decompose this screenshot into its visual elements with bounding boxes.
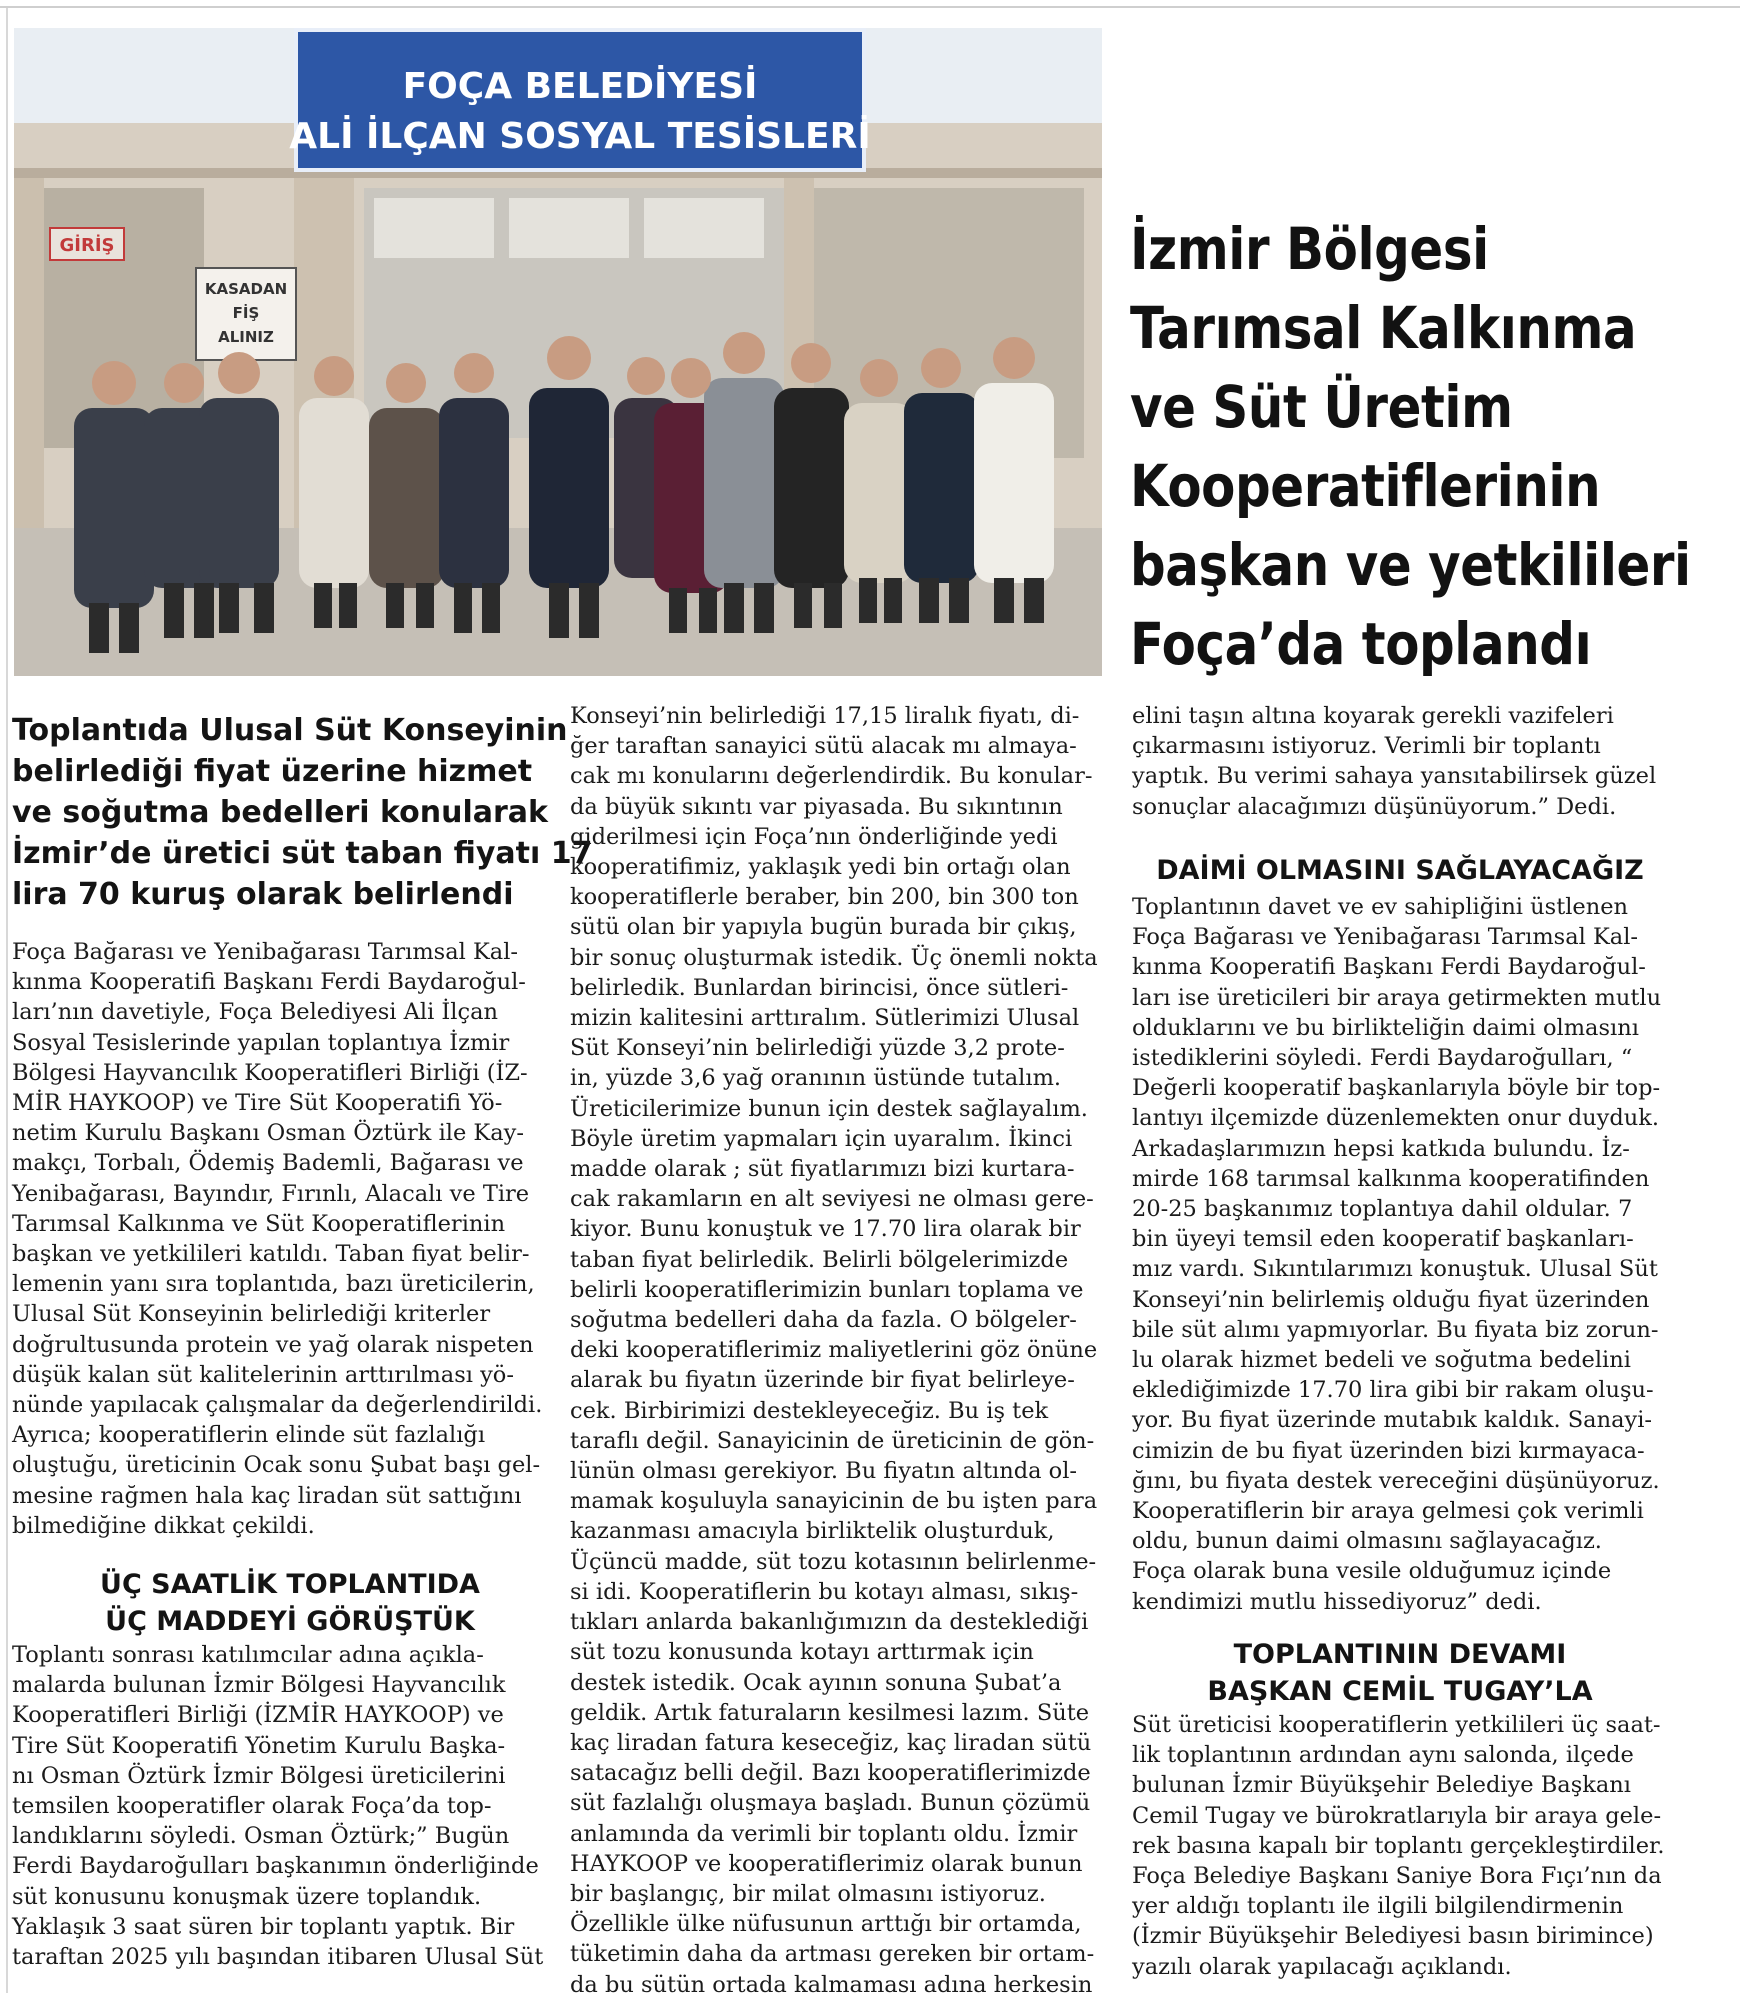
body-text-line: Kooperatifleri Birliği (İZMİR HAYKOOP) ve <box>12 1702 504 1729</box>
body-text-line: netim Kurulu Başkanı Osman Öztürk ile Kay- <box>12 1120 524 1147</box>
body-text-line: kazanması amacıyla birliktelik oluşturduk, <box>570 1518 1055 1545</box>
body-text-line: doğrultusunda protein ve yağ olarak nispeten <box>12 1331 534 1358</box>
body-text-line: destek istedik. Ocak ayının sonuna Şubat’a <box>570 1669 1062 1696</box>
body-text-line: nünde yapılacak çalışmalar da değerlendirildi. <box>12 1392 543 1419</box>
receipt-sign-line2: FİŞ <box>232 304 260 322</box>
body-text-line: oldu, bunun daimi olmasını sağlayacağız. <box>1132 1528 1602 1555</box>
subhead-line: DAİMİ OLMASINI SAĞLAYACAĞIZ <box>1156 855 1644 886</box>
body-text-line: eklediğimizde 17.70 lira gibi bir rakam oluşu- <box>1132 1377 1654 1404</box>
body-text-line: belirli kooperatiflerimizin bunları toplama ve <box>570 1276 1084 1303</box>
headline-line: Tarımsal Kalkınma <box>1130 294 1637 362</box>
left-rule <box>6 8 8 1993</box>
body-text-line: malarda bulunan İzmir Bölgesi Hayvancılık <box>12 1672 506 1699</box>
body-text-line: Değerli kooperatif başkanlarıyla böyle bir top- <box>1132 1075 1661 1102</box>
body-text-line: makçı, Torbalı, Ödemiş Bademli, Bağarası ve <box>12 1150 524 1177</box>
receipt-sign-line1: KASADAN <box>204 280 288 298</box>
body-text-line: Konseyi’nin belirlediği 17,15 liralık fiyatı, di- <box>570 703 1080 729</box>
body-text-line: ğını, bu fiyata destek vereceğini düşünüyoruz. <box>1132 1467 1660 1494</box>
body-text-line: nı Osman Öztürk İzmir Bölgesi üreticilerini <box>12 1762 506 1789</box>
body-text-line: bir başlangıç, bir milat olmasını istiyoruz. <box>570 1880 1046 1907</box>
lead-line: ve soğutma bedelleri konularak <box>12 795 549 830</box>
body-text-line: elini taşın altına koyarak gerekli vazifeleri <box>1132 703 1614 729</box>
headline-line: İzmir Bölgesi <box>1130 215 1489 283</box>
body-text-line: Toplantı sonrası katılımcılar adına açıkla- <box>12 1642 484 1668</box>
body-text-line: Üreticilerimize bunun için destek sağlayalım. <box>570 1095 1088 1122</box>
body-text-line: lemenin yanı sıra toplantıda, bazı üreticilerin, <box>12 1271 535 1298</box>
body-text-line: landıklarını söyledi. Osman Öztürk;” Bugün <box>12 1823 510 1850</box>
body-text-line: 20-25 başkanımız toplantıya dahil oldular. 7 <box>1132 1196 1633 1223</box>
body-text-line: Tire Süt Kooperatifi Yönetim Kurulu Başka- <box>12 1732 506 1759</box>
body-text-line: da bu sütün ortada kalmaması adına herkesin <box>570 1971 1093 1998</box>
body-text-line: sonuçlar alacağımızı düşünüyorum.” Dedi. <box>1132 793 1617 820</box>
column-3-body-continued <box>1132 892 1668 1617</box>
body-text-line: olduklarını ve bu birlikteliğin daimi olmasını <box>1132 1014 1639 1041</box>
body-text-line: giderilmesi için Foça’nın önderliğinde yedi <box>570 823 1058 850</box>
body-text-line: cek. Birbirimizi destekleyeceğiz. Bu iş tek <box>570 1397 1049 1424</box>
column-1-body <box>12 937 542 1541</box>
body-text-line: Yenibağarası, Bayındır, Fırınlı, Alacalı ve Tire <box>12 1180 530 1207</box>
group-photo-illustration <box>14 28 1102 676</box>
body-text-line: Özellikle ülke nüfusunun arttığı bir ortamda, <box>570 1911 1082 1938</box>
body-text-line: mirde 168 tarımsal kalkınma kooperatifinden <box>1132 1165 1650 1192</box>
subhead-meeting-continues <box>1132 1636 1668 1710</box>
body-text-line: belirledik. Bunlardan birincisi, önce sütleri- <box>570 974 1069 1001</box>
body-text-line: lünün olması gerekiyor. Bu fiyatın altında ol- <box>570 1458 1078 1485</box>
body-text-line: süt konusunu konuşmak üzere toplandık. <box>12 1883 482 1910</box>
body-text-line: tüketimin daha da artması gereken bir ortam- <box>570 1941 1095 1968</box>
body-text-line: düşük kalan süt kalitelerinin arttırılması yö- <box>12 1361 514 1388</box>
body-text-line: yor. Bu fiyat üzerinde mutabık kaldık. Sanayi- <box>1132 1407 1653 1434</box>
receipt-sign-line3: ALINIZ <box>218 328 274 346</box>
body-text-line: soğutma bedelleri daha da fazla. O bölgeler- <box>570 1307 1077 1334</box>
body-text-line: taban fiyat belirledik. Belirli bölgelerimizde <box>570 1246 1069 1273</box>
top-rule <box>0 6 1740 8</box>
subhead-line: ÜÇ SAATLİK TOPLANTIDA <box>100 1569 480 1600</box>
news-photo <box>14 28 1102 676</box>
body-text-line: (İzmir Büyükşehir Belediyesi basın birimince) <box>1132 1923 1654 1950</box>
body-text-line: Arkadaşlarımızın hepsi katkıda bulundu. İz- <box>1132 1135 1630 1162</box>
body-text-line: da büyük sıkıntı var piyasada. Bu sıkıntının <box>570 793 1063 820</box>
lead-line: belirlediği fiyat üzerine hizmet <box>12 754 533 789</box>
body-text-line: mız vardı. Sıkıntılarımızı konuştuk. Ulusal Süt <box>1132 1256 1658 1283</box>
body-text-line: Bölgesi Hayvancılık Kooperatifleri Birliği (İZ- <box>12 1059 528 1086</box>
body-text-line: Foça olarak buna vesile olduğumuz içinde <box>1132 1558 1612 1585</box>
body-text-line: yer aldığı toplantı ile ilgili bilgilendirmenin <box>1132 1893 1624 1920</box>
sign-line2: ALİ İLÇAN SOSYAL TESİSLERİ <box>289 116 871 157</box>
body-text-line: oluştuğu, üreticinin Ocak sonu Şubat başı gel- <box>12 1452 541 1479</box>
body-text-line: istediklerini söyledi. Ferdi Baydaroğulları, “ <box>1132 1045 1633 1072</box>
body-text-line: HAYKOOP ve kooperatiflerimiz olarak bunun <box>570 1850 1083 1877</box>
body-text-line: madde olarak ; süt fiyatlarımızı bizi kurtara- <box>570 1156 1075 1183</box>
body-text-line: rek basına kapalı bir toplantı gerçekleştirdiler. <box>1132 1832 1665 1859</box>
body-text-line: Konseyi’nin belirlemiş olduğu fiyat üzerinden <box>1132 1286 1650 1313</box>
body-text-line: Süt Konseyi’nin belirlediği yüzde 3,2 prote- <box>570 1035 1065 1062</box>
body-text-line: Süt üreticisi kooperatiflerin yetkilileri üç saat- <box>1132 1712 1661 1738</box>
body-text-line: MİR HAYKOOP) ve Tire Süt Kooperatifi Yö- <box>12 1090 503 1117</box>
body-text-line: cak rakamların en alt seviyesi ne olması gere- <box>570 1186 1094 1213</box>
body-text-line: Cemil Tugay ve bürokratlarıyla bir araya gele- <box>1132 1802 1662 1829</box>
column-2-body <box>570 701 1098 2000</box>
body-text-line: cak mı konularını değerlendirdik. Bu konular- <box>570 763 1093 790</box>
body-text-line: in, yüzde 3,6 yağ oranının üstünde tutalım. <box>570 1065 1062 1092</box>
body-text-line: kınma Kooperatifi Başkanı Ferdi Baydaroğul- <box>12 969 526 996</box>
body-text-line: Foça Belediye Başkanı Saniye Bora Fıçı’nın da <box>1132 1863 1662 1890</box>
body-text-line: kooperatiflerle beraber, bin 200, bin 300 ton <box>570 884 1079 911</box>
body-text-line: Foça Bağarası ve Yenibağarası Tarımsal Kal- <box>1132 924 1638 951</box>
body-text-line: sütü olan bir yapıyla bugün burada bir çıkış, <box>570 914 1077 941</box>
body-text-line: ları’nın davetiyle, Foça Belediyesi Ali İlçan <box>12 999 499 1026</box>
body-text-line: bulunan İzmir Büyükşehir Belediye Başkanı <box>1132 1772 1631 1799</box>
column-1-body-continued <box>12 1640 542 1972</box>
headline-line: başkan ve yetkilileri <box>1130 531 1691 599</box>
lead-summary <box>12 710 593 915</box>
body-text-line: lu olarak hizmet bedeli ve soğutma bedelini <box>1132 1347 1631 1374</box>
column-3-body <box>1132 701 1668 822</box>
body-text-line: Tarımsal Kalkınma ve Süt Kooperatiflerinin <box>12 1210 506 1237</box>
body-text-line: bir sonuç oluşturmak istedik. Üç önemli nokta <box>570 944 1098 971</box>
body-text-line: geldik. Artık faturaların kesilmesi lazım. Süte <box>570 1699 1090 1726</box>
sign-line1: FOÇA BELEDİYESİ <box>402 66 758 107</box>
body-text-line: ları ise üreticileri bir araya getirmekten mutlu <box>1132 984 1662 1011</box>
body-text-line: Kooperatiflerin bir araya gelmesi çok verimli <box>1132 1498 1644 1525</box>
body-text-line: Üçüncü madde, süt tozu kotasının belirlenme- <box>570 1548 1097 1575</box>
body-text-line: satacağız belli değil. Bazı kooperatiflerimizde <box>570 1760 1091 1787</box>
body-text-line: temsilen kooperatifler olarak Foça’da top- <box>12 1793 492 1820</box>
subhead-line: ÜÇ MADDEYİ GÖRÜŞTÜK <box>105 1606 475 1637</box>
body-text-line: kendimizi mutlu hissediyoruz” dedi. <box>1132 1588 1542 1615</box>
body-text-line: cimizin de bu fiyat üzerinden bizi kırmayaca- <box>1132 1437 1645 1464</box>
body-text-line: bilmediğine dikkat çekildi. <box>12 1512 315 1539</box>
body-text-line: yaptık. Bu verimi sahaya yansıtabilirsek güzel <box>1132 763 1657 790</box>
body-text-line: tıkları anlarda bakanlığımızın da desteklediği <box>570 1609 1089 1636</box>
body-text-line: Ulusal Süt Konseyinin belirlediği kriterler <box>12 1301 491 1328</box>
body-text-line: mamak koşuluyla sanayicinin de bu işten para <box>570 1488 1098 1515</box>
body-text-line: çıkarmasını istiyoruz. Verimli bir toplantı <box>1132 733 1601 760</box>
body-text-line: Toplantının davet ve ev sahipliğini üstlenen <box>1132 894 1629 920</box>
body-text-line: bile süt alımı yapmıyorlar. Bu fiyata biz zorun- <box>1132 1316 1659 1343</box>
body-text-line: kooperatifimiz, yaklaşık yedi bin ortağı olan <box>570 854 1071 881</box>
body-text-line: taraftan 2025 yılı başından itibaren Ulusal Süt <box>12 1944 544 1971</box>
body-text-line: alarak bu fiyatın üzerinde bir fiyat belirleye- <box>570 1367 1075 1394</box>
body-text-line: mizin kalitesini arttıralım. Sütlerimizi Ulusal <box>570 1005 1080 1032</box>
subhead-line: TOPLANTININ DEVAMI <box>1233 1639 1567 1670</box>
body-text-line: Yaklaşık 3 saat süren bir toplantı yaptık. Bir <box>12 1913 515 1940</box>
body-text-line: si idi. Kooperatiflerin bu kotayı alması, sıkış- <box>570 1578 1079 1605</box>
body-text-line: kınma Kooperatifi Başkanı Ferdi Baydaroğul- <box>1132 954 1646 981</box>
body-text-line: başkan ve yetkilileri katıldı. Taban fiyat belir- <box>12 1241 530 1268</box>
subhead-three-items <box>40 1566 540 1640</box>
headline-line: Foça’da toplandı <box>1130 610 1592 678</box>
body-text-line: yazılı olarak yapılacağı açıklandı. <box>1132 1953 1512 1980</box>
subhead-permanent <box>1132 852 1668 889</box>
body-text-line: Ayrıca; kooperatiflerin elinde süt fazlalığı <box>12 1422 486 1449</box>
body-text-line: süt fazlalığı oluşmaya başladı. Bunun çözümü <box>570 1790 1091 1817</box>
body-text-line: lik toplantının ardından aynı salonda, ilçede <box>1132 1742 1634 1769</box>
subhead-line: BAŞKAN CEMİL TUGAY’LA <box>1207 1676 1593 1707</box>
body-text-line: kaç liradan fatura keseceğiz, kaç liradan sütü <box>570 1729 1092 1756</box>
lead-line: İzmir’de üretici süt taban fiyatı 17 <box>12 836 593 871</box>
column-3-body-final <box>1132 1710 1668 1982</box>
body-text-line: Böyle üretim yapmaları için uyaralım. İkinci <box>570 1125 1073 1152</box>
headline-line: Kooperatiflerinin <box>1130 452 1601 520</box>
entrance-sign: GİRİŞ <box>59 235 115 256</box>
lead-line: lira 70 kuruş olarak belirlendi <box>12 877 514 912</box>
body-text-line: Ferdi Baydaroğulları başkanımın önderliğinde <box>12 1853 539 1880</box>
body-text-line: ğer taraftan sanayici sütü alacak mı almaya- <box>570 733 1077 760</box>
body-text-line: lantıyı ilçemizde düzenlemekten onur duyduk. <box>1132 1105 1660 1132</box>
body-text-line: Foça Bağarası ve Yenibağarası Tarımsal Kal- <box>12 939 518 965</box>
body-text-line: taraflı değil. Sanayicinin de üreticinin de gön- <box>570 1427 1095 1454</box>
body-text-line: anlamında da verimli bir toplantı oldu. İzmir <box>570 1820 1078 1847</box>
body-text-line: süt tozu konusunda kotayı arttırmak için <box>570 1639 1034 1666</box>
headline <box>1130 210 1691 684</box>
body-text-line: mesine rağmen hala kaç liradan süt sattığını <box>12 1482 522 1509</box>
body-text-line: Sosyal Tesislerinde yapılan toplantıya İzmir <box>12 1029 510 1056</box>
headline-line: ve Süt Üretim <box>1130 373 1513 441</box>
body-text-line: bin üyeyi temsil eden kooperatif başkanları- <box>1132 1226 1634 1253</box>
lead-line: Toplantıda Ulusal Süt Konseyinin <box>12 713 568 748</box>
body-text-line: deki kooperatiflerimiz maliyetlerini göz önüne <box>570 1337 1098 1364</box>
body-text-line: kiyor. Bunu konuştuk ve 17.70 lira olarak bir <box>570 1216 1081 1243</box>
